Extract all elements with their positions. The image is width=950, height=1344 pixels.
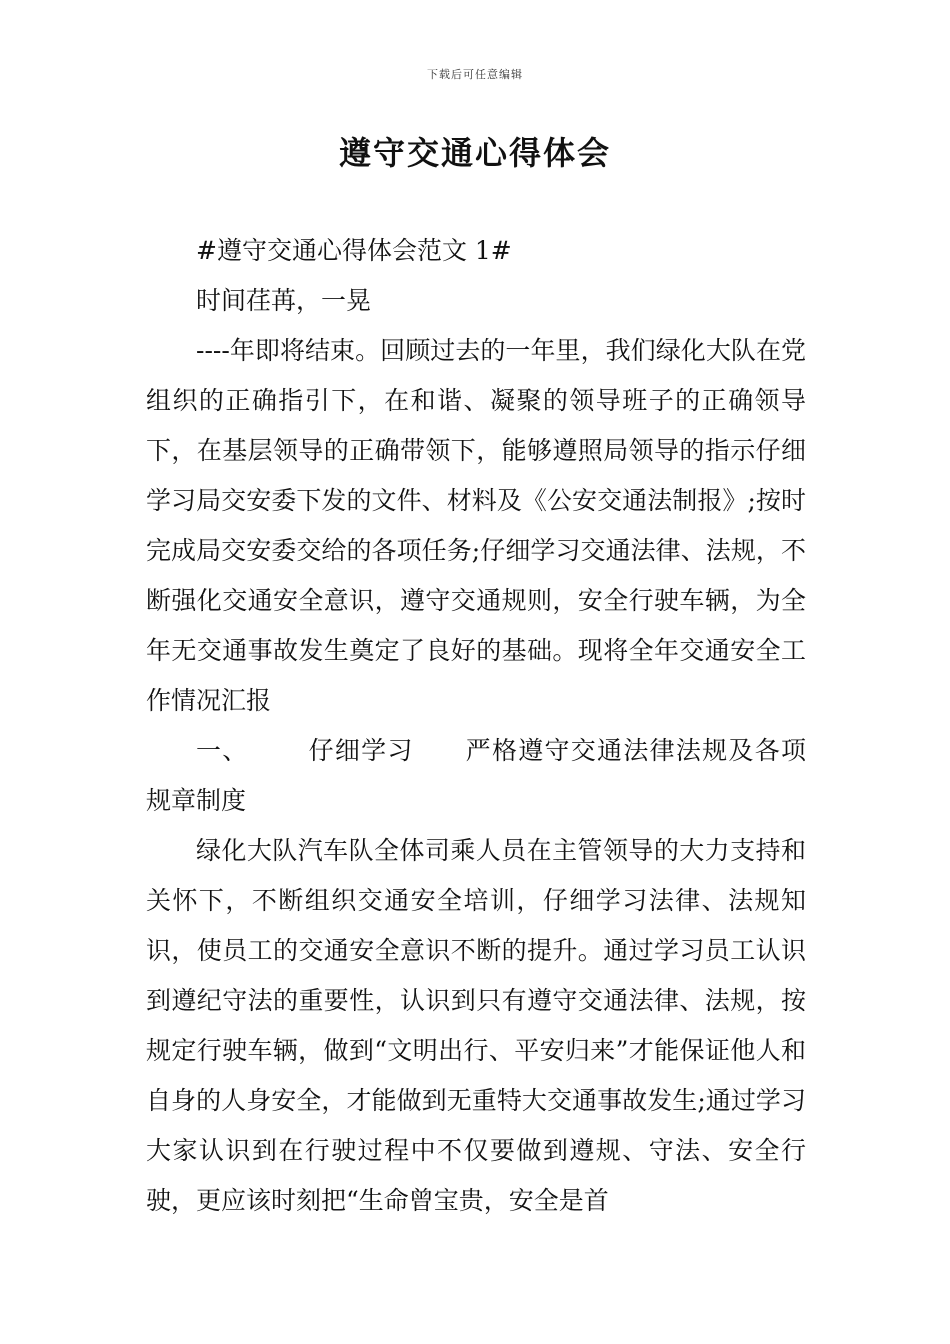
paragraph-2: ----年即将结束。回顾过去的一年里，我们绿化大队在党组织的正确指引下，在和谐、凝聚的领导班子的正确领导下，在基层领导的正确带领下，能够遵照局领导的指示仔细学习局交安委下发的文件、材料及《公安交通法制报》;按时完成局交安委交给的各项任务;仔细学习交通法律、法规，不断强化交通安全意识，遵守交通规则，安全行驶车辆，为全年无交通事故发生奠定了良好的基础。现将全年交通安全工作情况汇报 bbox=[146, 336, 806, 715]
document-title: 遵守交通心得体会 bbox=[338, 134, 611, 172]
header-note: 下载后可任意编辑 bbox=[427, 68, 523, 81]
paragraph-1: 时间荏苒，一晃 bbox=[196, 286, 372, 315]
document-body bbox=[146, 226, 806, 1226]
subtitle-paragraph: #遵守交通心得体会范文 1# bbox=[196, 236, 512, 265]
section-number: 一、 bbox=[196, 736, 249, 765]
section-heading-1 bbox=[146, 726, 806, 826]
section-part-a: 仔细学习 bbox=[308, 736, 414, 765]
paragraph-4: 绿化大队汽车队全体司乘人员在主管领导的大力支持和关怀下，不断组织交通安全培训，仔细学习法律、法规知识，使员工的交通安全意识不断的提升。通过学习员工认识到遵纪守法的重要性，认识到只有遵守交通法律、法规，按规定行驶车辆，做到“文明出行、平安归来”才能保证他人和自身的人身安全，才能做到无重特大交通事故发生;通过学习大家认识到在行驶过程中不仅要做到遵规、守法、安全行驶，更应该时刻把“生命曾宝贵，安全是首 bbox=[146, 836, 806, 1215]
section-part-b: 严格遵守交通法律法规及各项规章制度 bbox=[146, 736, 806, 815]
